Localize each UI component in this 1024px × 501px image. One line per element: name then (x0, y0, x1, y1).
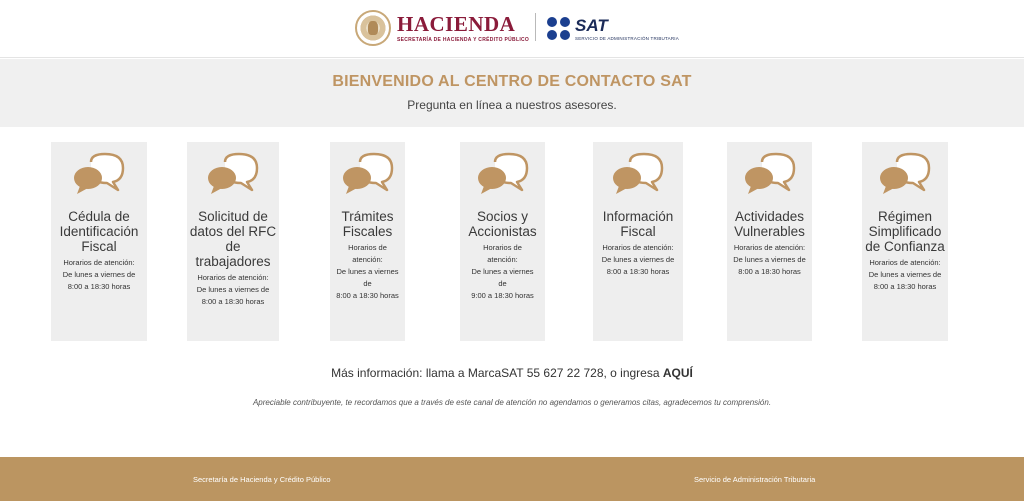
more-info-text: Más información: llama a MarcaSAT 55 627 22 728, o ingresa (331, 366, 663, 380)
hours-line: 8:00 a 18:30 horas (873, 282, 937, 291)
hours-line: de (363, 279, 372, 288)
card-title-text: Actividades Vulnerables (734, 209, 805, 239)
hours-line: Horarios de atención: (733, 243, 806, 252)
hours-line: 9:00 a 18:30 horas (471, 291, 534, 300)
contact-card-title (727, 209, 812, 278)
hacienda-logo[interactable] (355, 9, 529, 47)
card-hours (331, 242, 404, 302)
sat-dots-icon (547, 17, 571, 41)
site-footer (0, 457, 1024, 501)
contact-card[interactable] (862, 142, 948, 341)
hacienda-title: HACIENDA (397, 12, 516, 36)
chat-bubble-icon (610, 152, 666, 198)
contact-card-title (862, 209, 948, 293)
hours-line: Horarios de atención: (602, 243, 674, 252)
contact-card-title (593, 209, 683, 278)
card-hours (461, 242, 544, 302)
contact-card[interactable] (187, 142, 279, 341)
card-title-text: Información Fiscal (602, 209, 674, 239)
footer-shcp-text: Secretaría de Hacienda y Crédito Público (193, 475, 331, 484)
card-hours (188, 272, 278, 308)
site-header (0, 0, 1024, 58)
hours-line: atención: (487, 255, 518, 264)
hours-line: De lunes a viernes de (733, 255, 806, 264)
contact-card-title (51, 209, 147, 293)
footer-sat-text: Servicio de Administración Tributaria (694, 475, 816, 484)
hacienda-subtitle: SECRETARÍA DE HACIENDA Y CRÉDITO PÚBLICO (397, 37, 530, 43)
card-title-text: Socios y Accionistas (468, 209, 537, 239)
logo-divider (535, 13, 536, 41)
chat-bubble-icon (877, 152, 933, 198)
hacienda-wordmark (397, 13, 529, 43)
mexico-seal-icon (355, 10, 391, 46)
hours-line: 8:00 a 18:30 horas (606, 267, 670, 276)
hours-line: De lunes a viernes de (62, 270, 136, 279)
card-title-text: Trámites Fiscales (341, 209, 394, 239)
hours-line: De lunes a viernes de (196, 285, 270, 294)
hours-line: Horarios de (483, 243, 522, 252)
hours-line: Horarios de atención: (63, 258, 135, 267)
hours-line: Horarios de atención: (869, 258, 941, 267)
chat-bubble-icon (742, 152, 798, 198)
more-info (0, 366, 1024, 380)
chat-bubble-icon (340, 152, 396, 198)
contact-card[interactable] (727, 142, 812, 341)
card-title-text: Régimen Simplificado de Confianza (865, 209, 945, 254)
hours-line: De lunes a viernes de (601, 255, 675, 264)
sat-wordmark (575, 17, 679, 41)
hours-line: atención: (352, 255, 383, 264)
welcome-banner (0, 59, 1024, 127)
hours-line: 8:00 a 18:30 horas (201, 297, 265, 306)
page-subtitle: Pregunta en línea a nuestros asesores. (407, 98, 617, 112)
hours-line: Horarios de atención: (197, 273, 269, 282)
sat-title: SAT (575, 16, 608, 35)
contact-card[interactable] (593, 142, 683, 341)
hours-line: 8:00 a 18:30 horas (738, 267, 801, 276)
contact-card[interactable] (460, 142, 545, 341)
card-title-text: Cédula de Identificación Fiscal (59, 209, 139, 254)
chat-bubble-icon (205, 152, 261, 198)
sat-logo[interactable] (547, 14, 679, 44)
hours-line: De lunes a viernes (336, 267, 399, 276)
hours-line: Horarios de (348, 243, 387, 252)
hours-line: 8:00 a 18:30 horas (336, 291, 399, 300)
chat-bubble-icon (71, 152, 127, 198)
hours-line: de (498, 279, 507, 288)
chat-bubble-icon (475, 152, 531, 198)
card-hours (52, 257, 146, 293)
contact-card[interactable] (330, 142, 405, 341)
hours-line: 8:00 a 18:30 horas (67, 282, 131, 291)
contact-card-title (460, 209, 545, 302)
hours-line: De lunes a viernes (471, 267, 534, 276)
contact-card-title (330, 209, 405, 302)
card-hours (594, 242, 682, 278)
card-hours (728, 242, 811, 278)
hours-line: De lunes a viernes de (868, 270, 942, 279)
sat-subtitle: SERVICIO DE ADMINISTRACIÓN TRIBUTARIA (575, 36, 679, 41)
contact-card-title (187, 209, 279, 308)
appointment-notice: Apreciable contribuyente, te recordamos que a través de este canal de atención no agendamos o generamos citas, agradecemos tu comprensión. (252, 398, 772, 407)
card-hours (863, 257, 947, 293)
page-title: BIENVENIDO AL CENTRO DE CONTACTO SAT (332, 73, 692, 90)
card-title-text: Solicitud de datos del RFC de trabajadores (189, 209, 277, 269)
aqui-link[interactable]: AQUÍ (662, 366, 693, 380)
contact-card[interactable] (51, 142, 147, 341)
